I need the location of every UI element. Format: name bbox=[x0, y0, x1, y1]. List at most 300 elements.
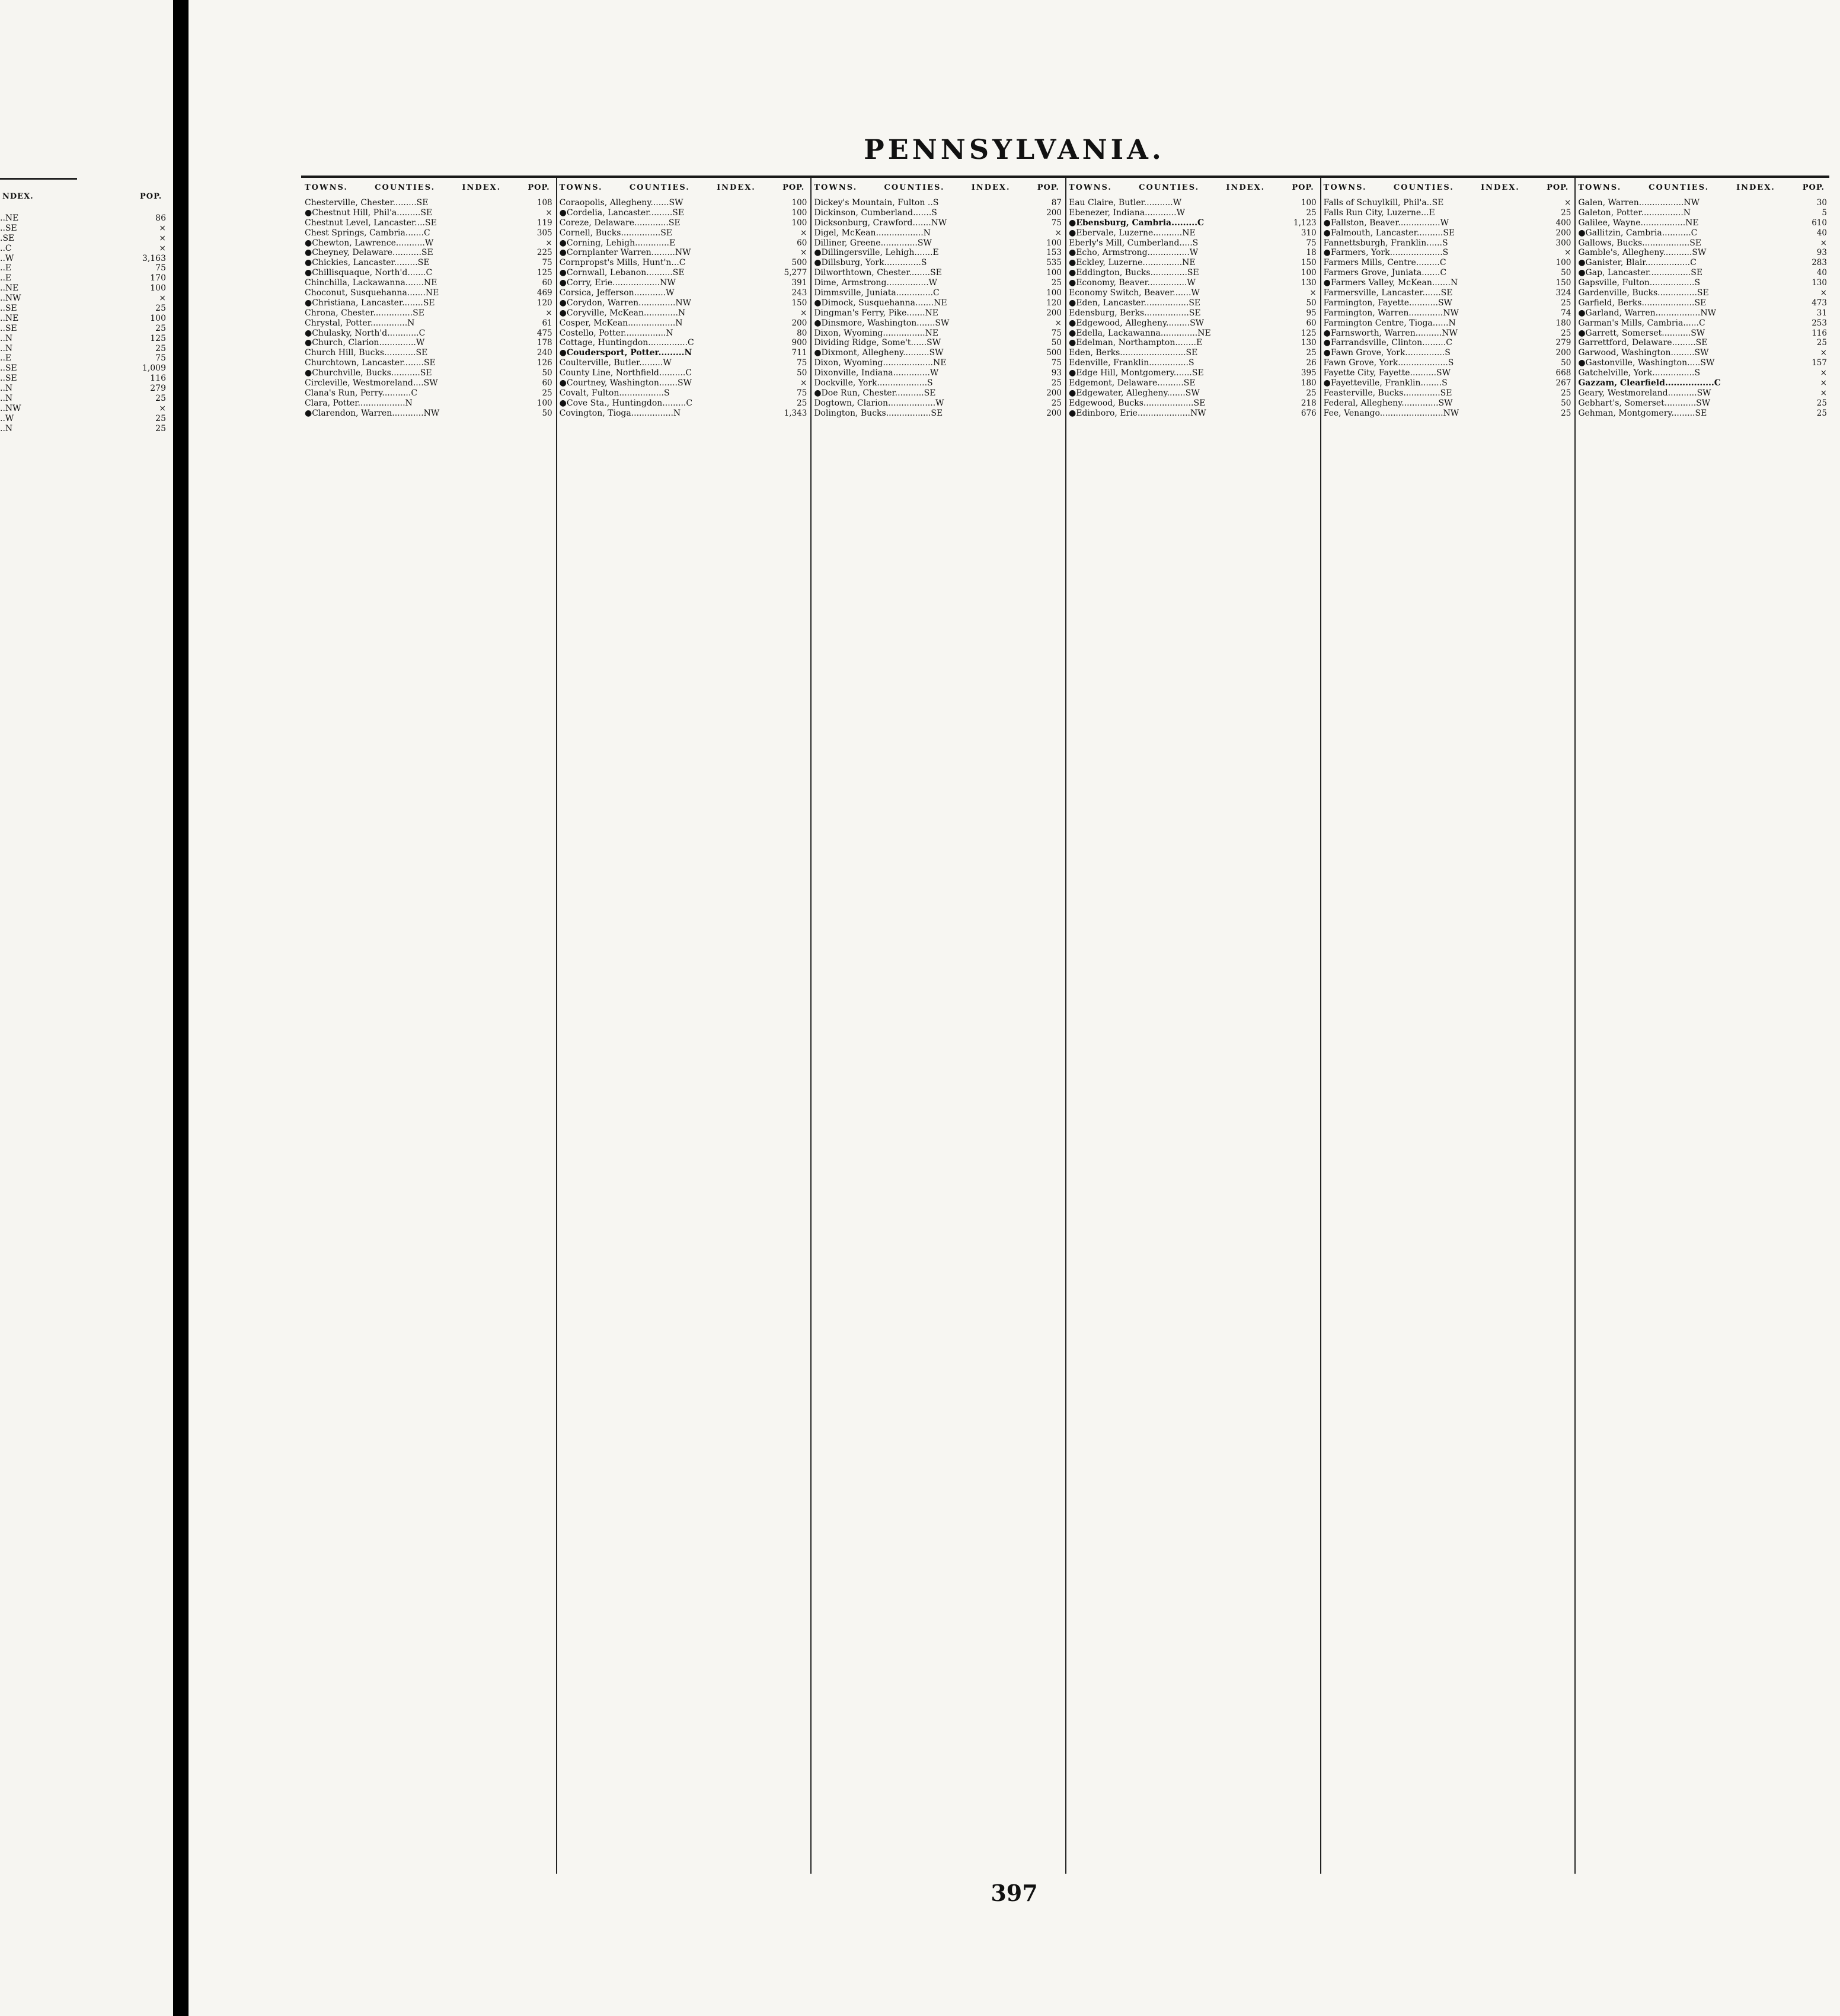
directory-page bbox=[189, 0, 1840, 2016]
town-population: 310 bbox=[1301, 228, 1317, 238]
town-population: 100 bbox=[791, 218, 807, 228]
town-name: County Line, Northfield..........C bbox=[559, 368, 692, 378]
town-population: × bbox=[1055, 318, 1062, 328]
town-name: ●Edelman, Northampton........E bbox=[1068, 338, 1203, 348]
town-entry bbox=[814, 308, 1062, 318]
directory-column bbox=[1321, 178, 1576, 1874]
left-row-index: ..NW bbox=[0, 403, 21, 413]
town-population: 125 bbox=[536, 268, 552, 278]
left-row-index: ..E bbox=[0, 273, 12, 283]
town-name: ●Gallitzin, Cambria...........C bbox=[1578, 228, 1698, 238]
left-page-row bbox=[0, 353, 172, 363]
town-name: ●Edinboro, Erie....................NW bbox=[1068, 408, 1206, 418]
header-counties: COUNTIES. bbox=[1393, 183, 1454, 192]
town-population: 253 bbox=[1812, 318, 1827, 328]
left-row-pop: 100 bbox=[150, 313, 166, 323]
town-population: × bbox=[1820, 378, 1827, 388]
town-entry bbox=[1578, 378, 1827, 388]
town-entry bbox=[1069, 228, 1317, 238]
town-name: Fayette City, Fayette..........SW bbox=[1323, 368, 1451, 378]
left-row-pop: 25 bbox=[155, 413, 166, 423]
town-population: 25 bbox=[1816, 398, 1827, 408]
left-row-pop: 125 bbox=[150, 333, 166, 343]
town-name: Chesterville, Chester.........SE bbox=[305, 198, 429, 208]
left-page-row bbox=[0, 263, 172, 273]
town-entry bbox=[1324, 388, 1571, 398]
town-entry bbox=[1578, 398, 1827, 409]
town-name: ●Coudersport, Potter.........N bbox=[559, 348, 692, 358]
town-name: Chrystal, Potter..............N bbox=[305, 318, 415, 328]
town-population: 120 bbox=[1046, 298, 1062, 308]
town-entry bbox=[1324, 268, 1571, 278]
header-pop: POP. bbox=[1037, 183, 1059, 192]
town-population: 100 bbox=[536, 398, 552, 408]
town-entry bbox=[1578, 238, 1827, 248]
left-row-pop: 25 bbox=[155, 423, 166, 433]
town-entry bbox=[1324, 318, 1571, 328]
town-entry bbox=[1069, 318, 1317, 328]
town-population: 300 bbox=[1555, 238, 1571, 248]
town-entry bbox=[560, 258, 807, 268]
left-page-row bbox=[0, 324, 172, 334]
town-name: Gapsville, Fulton.................S bbox=[1578, 278, 1701, 288]
town-population: × bbox=[545, 308, 552, 318]
town-entry bbox=[560, 248, 807, 258]
town-population: × bbox=[1309, 288, 1317, 298]
town-population: × bbox=[1820, 238, 1827, 248]
town-name: Dicksonburg, Crawford.......NW bbox=[814, 218, 947, 228]
town-entry bbox=[305, 318, 552, 328]
town-name: ●Ganister, Blair.................C bbox=[1578, 258, 1697, 268]
town-name: ●Cordelia, Lancaster.........SE bbox=[559, 208, 685, 218]
town-population: 93 bbox=[1051, 368, 1062, 378]
town-population: 108 bbox=[536, 198, 552, 208]
left-row-index: ..SE bbox=[0, 304, 17, 314]
town-name: ●Gastonville, Washington.....SW bbox=[1578, 358, 1715, 368]
town-population: 25 bbox=[1561, 298, 1571, 308]
town-name: Galeton, Potter................N bbox=[1578, 208, 1691, 218]
left-row-pop: × bbox=[159, 403, 166, 413]
gazetteer-columns bbox=[302, 178, 1831, 1874]
town-population: 157 bbox=[1812, 358, 1827, 368]
left-row-index: ..N bbox=[0, 423, 13, 433]
town-name: Covalt, Fulton.................S bbox=[559, 388, 670, 398]
town-population: 200 bbox=[791, 318, 807, 328]
town-population: 130 bbox=[1301, 338, 1317, 348]
left-row-pop: 1,009 bbox=[142, 363, 166, 374]
town-entry bbox=[1069, 308, 1317, 318]
town-population: × bbox=[1055, 228, 1062, 238]
column-header bbox=[560, 178, 807, 198]
town-name: Dixon, Wyoming...................NE bbox=[814, 358, 947, 368]
left-row-pop: 25 bbox=[155, 394, 166, 404]
left-page-row bbox=[0, 344, 172, 354]
column-header bbox=[305, 178, 552, 198]
town-name: ●Ebensburg, Cambria.........C bbox=[1068, 218, 1205, 228]
town-entry bbox=[560, 409, 807, 419]
town-name: Dixon, Wyoming................NE bbox=[814, 328, 939, 338]
town-entry bbox=[1578, 328, 1827, 339]
town-entry bbox=[1069, 378, 1317, 388]
town-entry bbox=[1578, 208, 1827, 218]
town-population: 25 bbox=[1816, 338, 1827, 348]
town-name: Feasterville, Bucks..............SE bbox=[1323, 388, 1452, 398]
left-row-index: ..N bbox=[0, 394, 13, 404]
town-population: 200 bbox=[1046, 388, 1062, 398]
left-page-row bbox=[0, 244, 172, 254]
town-population: 130 bbox=[1812, 278, 1827, 288]
directory-column bbox=[1576, 178, 1831, 1874]
town-population: 473 bbox=[1812, 298, 1827, 308]
town-entry bbox=[305, 308, 552, 318]
town-entry bbox=[1578, 248, 1827, 258]
town-name: Churchtown, Lancaster........SE bbox=[305, 358, 436, 368]
town-name: Edensburg, Berks.................SE bbox=[1068, 308, 1201, 318]
town-population: 218 bbox=[1301, 398, 1317, 408]
directory-column bbox=[1066, 178, 1321, 1874]
town-name: Gallows, Bucks..................SE bbox=[1578, 238, 1702, 248]
left-row-pop: × bbox=[159, 233, 166, 243]
town-name: Eberly's Mill, Cumberland.....S bbox=[1068, 238, 1199, 248]
town-population: 225 bbox=[536, 248, 552, 258]
town-population: 74 bbox=[1561, 308, 1571, 318]
left-row-pop: 25 bbox=[155, 343, 166, 353]
town-entry bbox=[1324, 358, 1571, 368]
town-name: Corsica, Jefferson............W bbox=[559, 288, 675, 298]
town-population: 18 bbox=[1306, 248, 1317, 258]
left-row-index: ..C bbox=[0, 243, 12, 253]
town-entry bbox=[560, 198, 807, 208]
town-name: Eau Claire, Butler...........W bbox=[1068, 198, 1182, 208]
header-towns: TOWNS. bbox=[1068, 183, 1112, 192]
town-name: ●Corning, Lehigh.............E bbox=[559, 238, 676, 248]
town-population: 50 bbox=[1306, 298, 1317, 308]
town-name: Dickinson, Cumberland.......S bbox=[814, 208, 937, 218]
header-towns: TOWNS. bbox=[814, 183, 858, 192]
left-page-row bbox=[0, 273, 172, 283]
town-name: Chestnut Level, Lancaster....SE bbox=[305, 218, 437, 228]
left-page-row bbox=[0, 304, 172, 314]
town-name: Ebenezer, Indiana............W bbox=[1068, 208, 1185, 218]
town-name: Chest Springs, Cambria.......C bbox=[305, 228, 430, 238]
town-entry bbox=[1069, 238, 1317, 248]
town-name: ●Chickies, Lancaster.........SE bbox=[305, 258, 430, 268]
header-pop: POP. bbox=[1802, 183, 1825, 192]
header-pop: POP. bbox=[528, 183, 550, 192]
town-population: × bbox=[800, 308, 807, 318]
town-population: × bbox=[545, 208, 552, 218]
town-population: 50 bbox=[542, 408, 552, 418]
town-name: ●Dimock, Susquehanna.......NE bbox=[814, 298, 947, 308]
town-name: Dingman's Ferry, Pike.......NE bbox=[814, 308, 938, 318]
town-population: 116 bbox=[1812, 328, 1827, 338]
town-population: 200 bbox=[1046, 408, 1062, 418]
header-index: INDEX. bbox=[1481, 183, 1520, 192]
town-name: ●Ebervale, Luzerne...........NE bbox=[1068, 228, 1196, 238]
town-entry bbox=[305, 238, 552, 248]
town-population: 120 bbox=[536, 298, 552, 308]
town-entry bbox=[1069, 288, 1317, 298]
town-name: Farmers Mills, Centre.........C bbox=[1323, 258, 1446, 268]
town-entry bbox=[560, 308, 807, 318]
town-entry bbox=[1069, 368, 1317, 378]
town-entry bbox=[305, 268, 552, 278]
town-name: Gatchelville, York................S bbox=[1578, 368, 1701, 378]
town-name: ●Garrett, Somerset...........SW bbox=[1578, 328, 1705, 338]
town-name: Edenville, Franklin...............S bbox=[1068, 358, 1194, 368]
town-name: Dividing Ridge, Some't......SW bbox=[814, 338, 941, 348]
town-entry bbox=[814, 318, 1062, 328]
town-entry bbox=[814, 218, 1062, 228]
town-population: 130 bbox=[1301, 278, 1317, 288]
left-page-fragment bbox=[0, 0, 173, 2016]
town-name: ●Courtney, Washington.......SW bbox=[559, 378, 692, 388]
town-entry bbox=[1069, 338, 1317, 348]
town-name: ●Farrandsville, Clinton.........C bbox=[1323, 338, 1452, 348]
town-population: 200 bbox=[1046, 308, 1062, 318]
town-entry bbox=[1324, 409, 1571, 419]
town-entry bbox=[814, 358, 1062, 368]
town-name: Dogtown, Clarion..................W bbox=[814, 398, 944, 408]
left-page-row bbox=[0, 414, 172, 424]
town-population: 93 bbox=[1816, 248, 1827, 258]
town-entry bbox=[1069, 328, 1317, 339]
town-population: 75 bbox=[1051, 218, 1062, 228]
header-index: INDEX. bbox=[462, 183, 501, 192]
town-name: ●Clarendon, Warren............NW bbox=[305, 408, 440, 418]
town-population: 5,277 bbox=[784, 268, 807, 278]
town-population: 61 bbox=[542, 318, 552, 328]
town-name: Economy Switch, Beaver.......W bbox=[1068, 288, 1200, 298]
town-name: Galilee, Wayne.................NE bbox=[1578, 218, 1699, 228]
town-name: ●Cheyney, Delaware...........SE bbox=[305, 248, 433, 258]
town-entry bbox=[1324, 278, 1571, 288]
town-name: Coreze, Delaware.............SE bbox=[559, 218, 681, 228]
town-name: ●Chulasky, North'd............C bbox=[305, 328, 426, 338]
town-name: ●Edgewater, Allegheny.......SW bbox=[1068, 388, 1200, 398]
town-name: ●Cove Sta., Huntingdon.........C bbox=[559, 398, 693, 408]
town-name: Gehman, Montgomery.........SE bbox=[1578, 408, 1707, 418]
town-name: Farmersville, Lancaster.......SE bbox=[1323, 288, 1453, 298]
left-page-row bbox=[0, 213, 172, 224]
town-population: × bbox=[1564, 248, 1571, 258]
town-population: 50 bbox=[1561, 268, 1571, 278]
town-entry bbox=[814, 278, 1062, 288]
left-page-row bbox=[0, 394, 172, 404]
town-population: 267 bbox=[1555, 378, 1571, 388]
header-counties: COUNTIES. bbox=[375, 183, 436, 192]
town-entry bbox=[1324, 288, 1571, 298]
left-row-pop: 75 bbox=[155, 263, 166, 273]
town-population: 25 bbox=[1561, 328, 1571, 338]
town-name: Geary, Westmoreland...........SW bbox=[1578, 388, 1711, 398]
town-entry bbox=[305, 328, 552, 339]
town-entry bbox=[1069, 358, 1317, 368]
town-entry bbox=[1324, 198, 1571, 208]
town-name: ●Dillsburg, York..............S bbox=[814, 258, 927, 268]
town-name: Edgewood, Bucks...................SE bbox=[1068, 398, 1206, 408]
town-entry bbox=[1069, 278, 1317, 288]
town-name: ●Economy, Beaver...............W bbox=[1068, 278, 1196, 288]
town-entry bbox=[560, 228, 807, 238]
town-name: ●Chestnut Hill, Phil'a.........SE bbox=[305, 208, 433, 218]
town-population: 150 bbox=[1301, 258, 1317, 268]
town-entry bbox=[560, 398, 807, 409]
town-name: ●Edge Hill, Montgomery.......SE bbox=[1068, 368, 1204, 378]
left-row-pop: × bbox=[159, 294, 166, 304]
town-name: ●Echo, Armstrong................W bbox=[1068, 248, 1199, 258]
town-population: 25 bbox=[797, 398, 807, 408]
left-page-row bbox=[0, 424, 172, 434]
town-entry bbox=[814, 198, 1062, 208]
town-population: 80 bbox=[797, 328, 807, 338]
left-row-index: ..W bbox=[0, 253, 14, 263]
town-entry bbox=[1578, 348, 1827, 358]
left-row-index: ..SE bbox=[0, 374, 17, 384]
town-name: Falls of Schuylkill, Phil'a..SE bbox=[1323, 198, 1444, 208]
town-population: 25 bbox=[1561, 408, 1571, 418]
town-entry bbox=[1069, 198, 1317, 208]
town-population: 395 bbox=[1301, 368, 1317, 378]
town-entry bbox=[1578, 388, 1827, 398]
town-name: Dolington, Bucks.................SE bbox=[814, 408, 943, 418]
left-page-row bbox=[0, 314, 172, 324]
left-row-index: ..N bbox=[0, 343, 13, 353]
town-entry bbox=[814, 268, 1062, 278]
town-name: ●Garland, Warren.................NW bbox=[1578, 308, 1716, 318]
town-entry bbox=[305, 288, 552, 298]
left-row-pop: 25 bbox=[155, 323, 166, 333]
town-name: ●Farnsworth, Warren..........NW bbox=[1323, 328, 1458, 338]
town-name: ●Churchville, Bucks...........SE bbox=[305, 368, 432, 378]
town-entry bbox=[1578, 298, 1827, 308]
town-name: ●Eden, Lancaster.................SE bbox=[1068, 298, 1201, 308]
town-entry bbox=[1324, 368, 1571, 378]
town-entry bbox=[1324, 378, 1571, 388]
town-name: ●Corry, Erie..................NW bbox=[559, 278, 676, 288]
town-entry bbox=[305, 208, 552, 218]
town-population: 75 bbox=[797, 358, 807, 368]
town-entry bbox=[1069, 388, 1317, 398]
town-name: ●Fawn Grove, York...............S bbox=[1323, 348, 1451, 358]
header-index: INDEX. bbox=[717, 183, 756, 192]
page-title: PENNSYLVANIA. bbox=[864, 133, 1165, 165]
town-name: Gardenville, Bucks...............SE bbox=[1578, 288, 1709, 298]
town-entry bbox=[305, 298, 552, 308]
left-row-pop: × bbox=[159, 243, 166, 253]
town-entry bbox=[1578, 218, 1827, 228]
town-name: Chrona, Chester...............SE bbox=[305, 308, 424, 318]
town-entry bbox=[1578, 338, 1827, 348]
town-name: Dilworthtown, Chester........SE bbox=[814, 268, 942, 278]
left-page-rule bbox=[0, 178, 77, 180]
town-name: Fawn Grove, York...................S bbox=[1323, 358, 1454, 368]
town-population: 283 bbox=[1812, 258, 1827, 268]
town-name: ●Farmers, York....................S bbox=[1323, 248, 1449, 258]
town-entry bbox=[305, 278, 552, 288]
town-population: 25 bbox=[1051, 378, 1062, 388]
town-name: ●Falmouth, Lancaster..........SE bbox=[1323, 228, 1455, 238]
town-name: Gazzam, Clearfield.................C bbox=[1578, 378, 1721, 388]
town-entry bbox=[814, 248, 1062, 258]
town-entry bbox=[305, 338, 552, 348]
town-name: Cornpropst's Mills, Hunt'n...C bbox=[559, 258, 686, 268]
town-population: 100 bbox=[1301, 198, 1317, 208]
town-population: 25 bbox=[1306, 388, 1317, 398]
left-row-index: ..E bbox=[0, 263, 12, 273]
left-row-index: ..NE bbox=[0, 283, 19, 294]
town-entry bbox=[1069, 248, 1317, 258]
town-name: Garfield, Berks....................SE bbox=[1578, 298, 1707, 308]
town-population: 240 bbox=[536, 348, 552, 358]
header-index: INDEX. bbox=[1226, 183, 1266, 192]
town-name: Costello, Potter................N bbox=[559, 328, 673, 338]
town-population: 75 bbox=[797, 388, 807, 398]
town-population: 100 bbox=[791, 198, 807, 208]
town-name: Fee, Venango........................NW bbox=[1323, 408, 1459, 418]
column-header bbox=[1069, 178, 1317, 198]
town-entry bbox=[560, 278, 807, 288]
directory-column bbox=[302, 178, 557, 1874]
town-name: ●Christiana, Lancaster........SE bbox=[305, 298, 435, 308]
column-header bbox=[814, 178, 1062, 198]
town-entry bbox=[1324, 398, 1571, 409]
town-entry bbox=[814, 388, 1062, 398]
town-population: 100 bbox=[1046, 288, 1062, 298]
town-entry bbox=[1578, 358, 1827, 368]
town-entry bbox=[1324, 338, 1571, 348]
town-entry bbox=[305, 409, 552, 419]
town-entry bbox=[814, 398, 1062, 409]
town-entry bbox=[560, 348, 807, 358]
town-entry bbox=[1578, 198, 1827, 208]
town-entry bbox=[305, 258, 552, 268]
left-page-row bbox=[0, 224, 172, 234]
left-page-row bbox=[0, 334, 172, 344]
town-name: ●Corydon, Warren..............NW bbox=[559, 298, 692, 308]
town-entry bbox=[1324, 348, 1571, 358]
town-entry bbox=[305, 398, 552, 409]
town-entry bbox=[1069, 409, 1317, 419]
town-population: 1,123 bbox=[1293, 218, 1317, 228]
town-entry bbox=[560, 338, 807, 348]
town-population: 500 bbox=[1046, 348, 1062, 358]
left-row-pop: 100 bbox=[150, 283, 166, 294]
town-name: Dixonville, Indiana..............W bbox=[814, 368, 939, 378]
town-population: 25 bbox=[1561, 208, 1571, 218]
town-entry bbox=[305, 218, 552, 228]
town-name: Dime, Armstrong................W bbox=[814, 278, 938, 288]
town-name: ●Eckley, Luzerne...............NE bbox=[1068, 258, 1196, 268]
town-entry bbox=[305, 358, 552, 368]
town-entry bbox=[1069, 268, 1317, 278]
town-name: Edgemont, Delaware..........SE bbox=[1068, 378, 1196, 388]
town-name: Fannettsburgh, Franklin......S bbox=[1323, 238, 1448, 248]
town-population: 279 bbox=[1555, 338, 1571, 348]
town-name: Clara, Potter..................N bbox=[305, 398, 413, 408]
header-index: INDEX. bbox=[971, 183, 1011, 192]
town-name: Farmington, Warren.............NW bbox=[1323, 308, 1459, 318]
header-counties: COUNTIES. bbox=[1139, 183, 1200, 192]
town-population: × bbox=[800, 228, 807, 238]
town-entry bbox=[1578, 228, 1827, 238]
left-row-index: ..N bbox=[0, 384, 13, 394]
header-pop: POP. bbox=[1292, 183, 1314, 192]
town-population: 100 bbox=[1046, 238, 1062, 248]
town-population: 668 bbox=[1555, 368, 1571, 378]
town-entry bbox=[560, 208, 807, 218]
town-entry bbox=[560, 298, 807, 308]
